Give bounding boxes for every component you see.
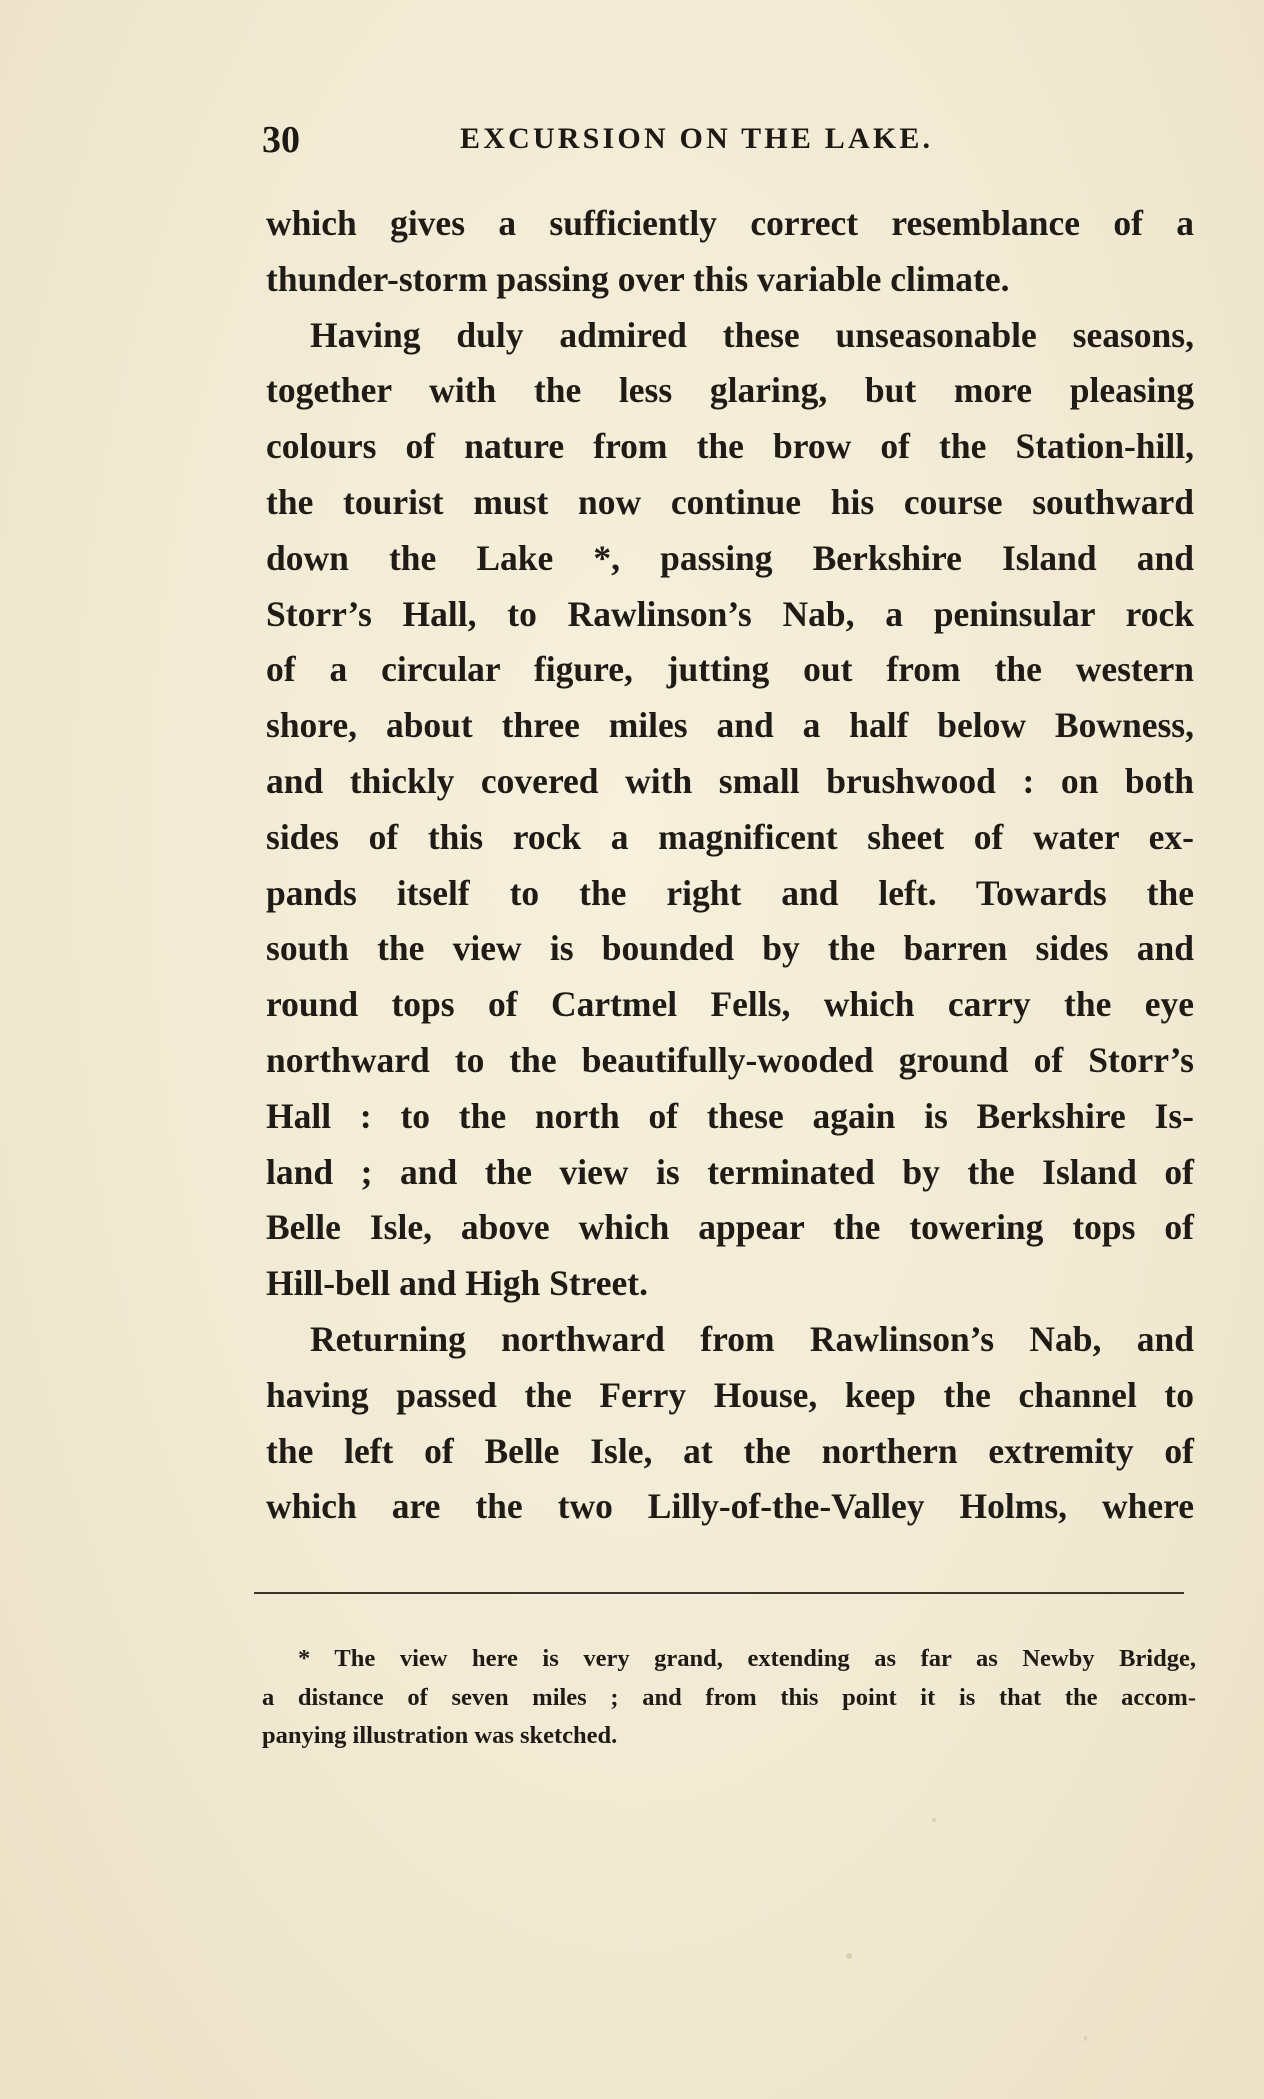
body-text bbox=[266, 196, 1194, 1535]
text-line: which are the two Lilly-of-the-Valley Holms, where bbox=[266, 1486, 1194, 1527]
paper-speck bbox=[1084, 2036, 1087, 2041]
running-head: EXCURSION ON THE LAKE. bbox=[460, 122, 934, 155]
text-line: of a circular figure, jutting out from the western bbox=[266, 649, 1194, 690]
footnote bbox=[262, 1640, 1196, 1756]
text-line: the left of Belle Isle, at the northern extremity of bbox=[266, 1430, 1194, 1471]
footnote-line: a distance of seven miles ; and from this point it is that the accom- bbox=[262, 1683, 1196, 1711]
text-line: Storr’s Hall, to Rawlinson’s Nab, a peninsular rock bbox=[266, 593, 1194, 634]
text-line: sides of this rock a magnificent sheet of water ex- bbox=[266, 816, 1194, 857]
text-line: Having duly admired these unseasonable seasons, bbox=[310, 314, 1194, 355]
page-number: 30 bbox=[262, 119, 300, 161]
text-line: together with the less glaring, but more pleasing bbox=[266, 370, 1194, 411]
text-line: which gives a sufficiently correct resemblance of a bbox=[266, 203, 1194, 243]
text-line: pands itself to the right and left. Towards the bbox=[266, 872, 1194, 913]
text-line: colours of nature from the brow of the Station-hill, bbox=[266, 426, 1194, 467]
text-line: south the view is bounded by the barren sides and bbox=[266, 928, 1194, 969]
text-line: Hill-bell and High Street. bbox=[266, 1263, 648, 1304]
text-line: thunder-storm passing over this variable climate. bbox=[266, 258, 1010, 299]
text-line: down the Lake *, passing Berkshire Island and bbox=[266, 537, 1194, 578]
page-header bbox=[262, 118, 1192, 168]
text-line: land ; and the view is terminated by the Island of bbox=[266, 1151, 1194, 1192]
footnote-rule bbox=[254, 1592, 1184, 1594]
text-line: Hall : to the north of these again is Berkshire Is- bbox=[266, 1095, 1194, 1136]
text-line: Returning northward from Rawlinson’s Nab, and bbox=[310, 1318, 1194, 1359]
text-line: having passed the Ferry House, keep the channel to bbox=[266, 1374, 1194, 1415]
text-line: northward to the beautifully-wooded ground of Storr’s bbox=[266, 1039, 1194, 1080]
footnote-line: panying illustration was sketched. bbox=[262, 1722, 618, 1749]
text-line: shore, about three miles and a half below Bowness, bbox=[266, 705, 1194, 746]
paper-speck bbox=[846, 1953, 852, 1959]
paper-speck bbox=[932, 1818, 936, 1822]
text-line: round tops of Cartmel Fells, which carry the eye bbox=[266, 984, 1194, 1025]
footnote-line: * The view here is very grand, extending as far as Newby Bridge, bbox=[298, 1645, 1196, 1672]
text-line: and thickly covered with small brushwood : on both bbox=[266, 760, 1194, 801]
text-line: the tourist must now continue his course southward bbox=[266, 481, 1194, 522]
text-line: Belle Isle, above which appear the towering tops of bbox=[266, 1207, 1194, 1248]
